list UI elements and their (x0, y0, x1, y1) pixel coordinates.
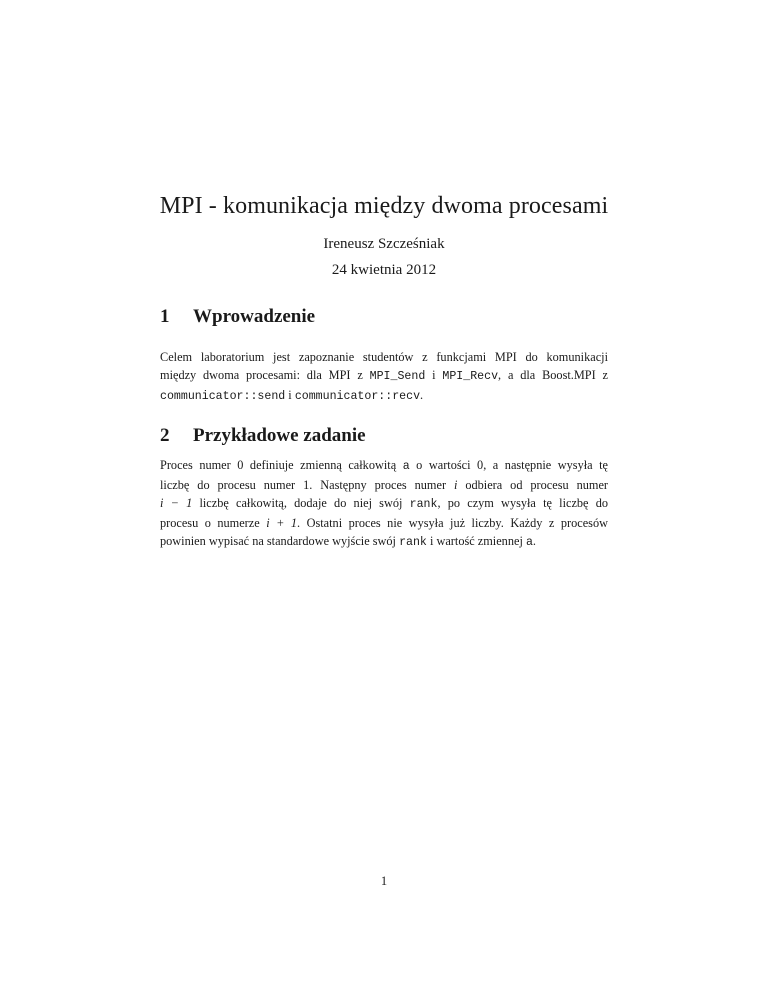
section-title: Przykładowe zadanie (193, 425, 366, 446)
paragraph-line: Celem laboratorium jest zapoznanie studentów z funkcjami MPI do komunikacji (160, 350, 608, 364)
inline-code: a (525, 536, 533, 549)
paragraph-line: między dwoma procesami: dla MPI z MPI_Send i MPI_Recv, a dla Boost.MPI z (160, 368, 608, 383)
inline-math: i + 1 (266, 516, 298, 530)
page-number: 1 (380, 874, 388, 888)
section-number: 2 (160, 425, 170, 446)
paragraph-line: liczbę do procesu numer 1. Następny proces numer i odbiera od procesu numer (160, 478, 609, 492)
document-date: 24 kwietnia 2012 (331, 262, 437, 278)
inline-code: communicator::recv (294, 390, 421, 403)
inline-math: i − 1 (160, 496, 193, 510)
section-title: Wprowadzenie (193, 306, 316, 327)
section-paragraph-intro (160, 348, 608, 406)
section-number: 1 (160, 306, 170, 327)
document-title: MPI - komunikacja między dwoma procesami (159, 193, 609, 219)
inline-code: MPI_Recv (442, 370, 499, 383)
section-heading-example-task (160, 425, 366, 447)
paragraph-line: communicator::send i communicator::recv. (160, 388, 424, 403)
document-author: Ireneusz Szcześniak (323, 236, 445, 252)
inline-math: i (454, 478, 458, 492)
section-paragraph-example-task (160, 456, 608, 552)
inline-code: rank (399, 536, 427, 549)
inline-code: rank (409, 498, 438, 511)
inline-code: MPI_Send (369, 370, 426, 383)
section-heading-intro (160, 306, 315, 328)
paragraph-line: i − 1 liczbę całkowitą, dodaje do niej swój rank, po czym wysyła tę liczbę do (160, 496, 609, 511)
paragraph-line: Proces numer 0 definiuje zmienną całkowitą a o wartości 0, a następnie wysyła tę (160, 458, 609, 473)
paragraph-line: powinien wypisać na standardowe wyjście swój rank i wartość zmiennej a. (160, 534, 536, 549)
inline-code: a (402, 460, 410, 473)
paragraph-line: procesu o numerze i + 1. Ostatni proces nie wysyła już liczby. Każdy z procesów (160, 516, 608, 530)
inline-code: communicator::send (160, 390, 286, 403)
